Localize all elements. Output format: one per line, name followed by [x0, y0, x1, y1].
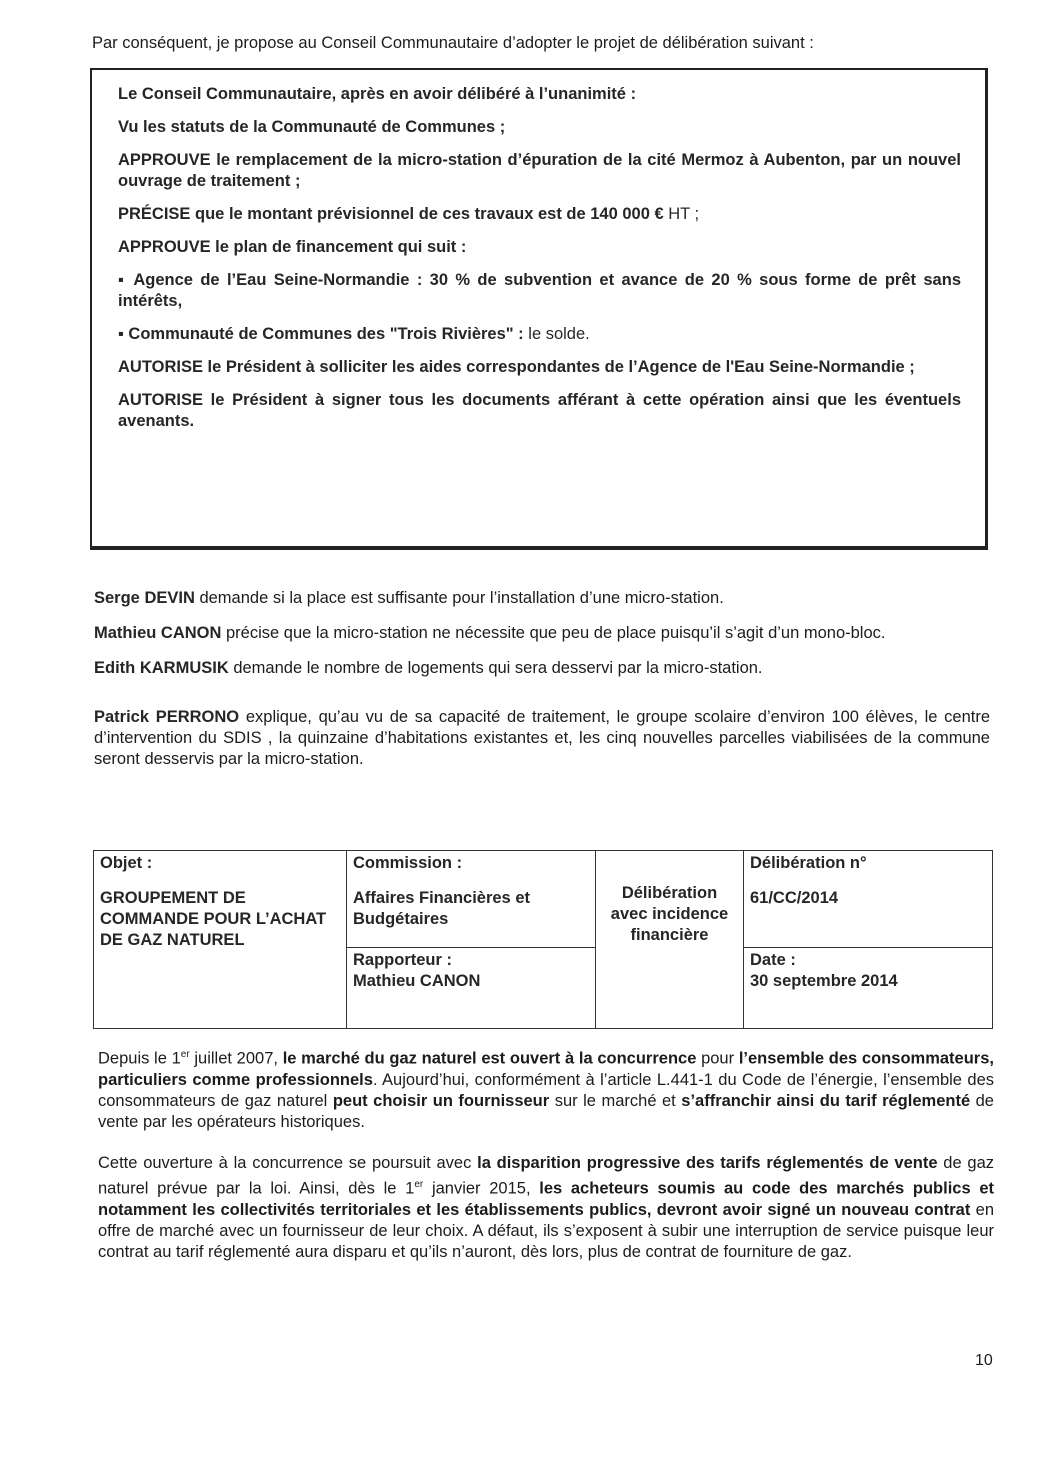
speaker-name: Serge DEVIN: [94, 589, 195, 607]
rapporteur-label: Rapporteur :: [353, 951, 452, 969]
deliberation-meta-table: [93, 850, 993, 1029]
montant-ht: HT ;: [663, 205, 700, 223]
objet-cell: [94, 851, 347, 1029]
financement-communaute: [118, 324, 961, 345]
commission-label: Commission :: [353, 854, 463, 872]
text-run: . Aujourd’hui, conformément à l’article L.441-1 du Code de l’énergie, l’ensemble des consommateurs de gaz naturel: [98, 1070, 994, 1110]
bold-run: peut choisir un fournisseur: [332, 1091, 550, 1110]
text-run: de gaz naturel prévue par la loi. Ainsi, dès le 1: [98, 1154, 994, 1198]
text-run: janvier 2015,: [423, 1179, 540, 1198]
deliberation-autorise-signer: AUTORISE le Président à signer tous les documents afférant à cette opération ainsi que les éventuels avenants.: [118, 391, 961, 430]
montant-text: PRÉCISE que le montant prévisionnel de ces travaux est de 140 000 €: [118, 205, 664, 223]
deliberation-statuts: Vu les statuts de la Communauté de Communes ;: [118, 118, 506, 136]
speaker-text: demande si la place est suffisante pour l’installation d’une micro-station.: [194, 589, 724, 607]
speaker-text: précise que la micro-station ne nécessite que peu de place puisqu’il s’agit d’un mono-bloc.: [221, 624, 886, 642]
date-label: Date :: [750, 951, 796, 969]
deliberation-autorise-aides: AUTORISE le Président à solliciter les aides correspondantes de l’Agence de l'Eau Seine-Normandie ;: [118, 358, 915, 376]
speaker-text: demande le nombre de logements qui sera desservi par la micro-station.: [228, 659, 763, 677]
numero-label: Délibération n°: [750, 854, 867, 872]
bold-run: les acheteurs soumis au code des marchés publics et notamment les collectivités territoriales et les établissements publics, devront avoir signé un nouveau contrat: [98, 1179, 995, 1219]
discussion-item: [94, 623, 990, 644]
date-value: 30 septembre 2014: [750, 972, 898, 990]
discussion: [94, 588, 990, 784]
superscript: er: [414, 1179, 424, 1190]
text-run: pour: [696, 1049, 739, 1068]
date-cell: [744, 948, 993, 1029]
deliberation-type-cell: [596, 851, 744, 1029]
objet-value: GROUPEMENT DE COMMANDE POUR L’ACHAT DE GAZ NATUREL: [100, 889, 327, 949]
bold-run: le marché du gaz naturel est ouvert à la concurrence: [282, 1049, 697, 1068]
discussion-item: [94, 707, 990, 770]
commission-value: Affaires Financières et Budgétaires: [353, 889, 530, 928]
text-run: Cette ouverture à la concurrence se poursuit avec: [98, 1154, 478, 1172]
rapporteur-cell: [347, 948, 596, 1029]
numero-cell: [744, 851, 993, 948]
text-run: sur le marché et: [549, 1091, 682, 1110]
commission-cell: [347, 851, 596, 948]
deliberation-approuve-remplacement: APPROUVE le remplacement de la micro-station d’épuration de la cité Mermoz à Aubenton, par un nouvel ouvrage de traitement ;: [118, 151, 961, 190]
bold-run: la disparition progressive des tarifs réglementés de vente: [477, 1154, 938, 1172]
deliberation-precise-montant: [118, 204, 961, 225]
financement-agence-eau: ▪ Agence de l’Eau Seine-Normandie : 30 % de subvention et avance de 20 % sous forme de prêt sans intérêts,: [118, 271, 961, 310]
communaute-solde: le solde.: [523, 325, 590, 343]
intro-text: Par conséquent, je propose au Conseil Communautaire d’adopter le projet de délibération suivant :: [92, 34, 814, 52]
discussion-item: [94, 658, 990, 679]
text-run: en offre de marché avec un fournisseur de leur choix. A défaut, ils s’exposent à subir une interruption de service puisque leur contrat au tarif réglementé aura disparu et qu’ils n’auront, dès lors, plus de contrat de fourniture de gaz.: [98, 1200, 995, 1261]
speaker-name: Edith KARMUSIK: [94, 659, 229, 677]
speaker-text: explique, qu’au vu de sa capacité de traitement, le groupe scolaire d’environ 100 élèves, le centre d’intervention du SDIS , la quinzaine d’habitations existantes et, les cinq nouvelles parcelles viabilisées de la commune seront desservis par la micro-station.: [94, 708, 991, 768]
deliberation-box: [90, 68, 988, 550]
deliberation-opening: Le Conseil Communautaire, après en avoir délibéré à l’unanimité :: [118, 85, 637, 103]
discussion-item: [94, 588, 990, 609]
speaker-name: Mathieu CANON: [94, 624, 222, 642]
bold-run: s’affranchir ainsi du tarif réglementé: [681, 1091, 971, 1110]
objet-label: Objet :: [100, 854, 153, 872]
deliberation-plan-financement: APPROUVE le plan de financement qui suit :: [118, 238, 467, 256]
numero-value: 61/CC/2014: [750, 889, 839, 907]
text-run: juillet 2007,: [189, 1049, 283, 1068]
speaker-name: Patrick PERRONO: [94, 708, 240, 726]
paragraph-ouverture-marche: [98, 1044, 994, 1133]
communaute-label: ▪ Communauté de Communes des "Trois Rivières" :: [118, 325, 524, 343]
text-run: Depuis le 1: [98, 1049, 181, 1068]
page-number: 10: [975, 1352, 993, 1369]
text-run: de vente par les opérateurs historiques.: [98, 1091, 994, 1131]
paragraph-disparition-tarifs: [98, 1153, 994, 1263]
rapporteur-value: Mathieu CANON: [353, 972, 481, 990]
bold-run: l’ensemble des consommateurs, particuliers comme professionnels: [98, 1049, 994, 1089]
superscript: er: [180, 1049, 190, 1060]
deliberation-type: Délibération avec incidence financière: [610, 884, 729, 944]
